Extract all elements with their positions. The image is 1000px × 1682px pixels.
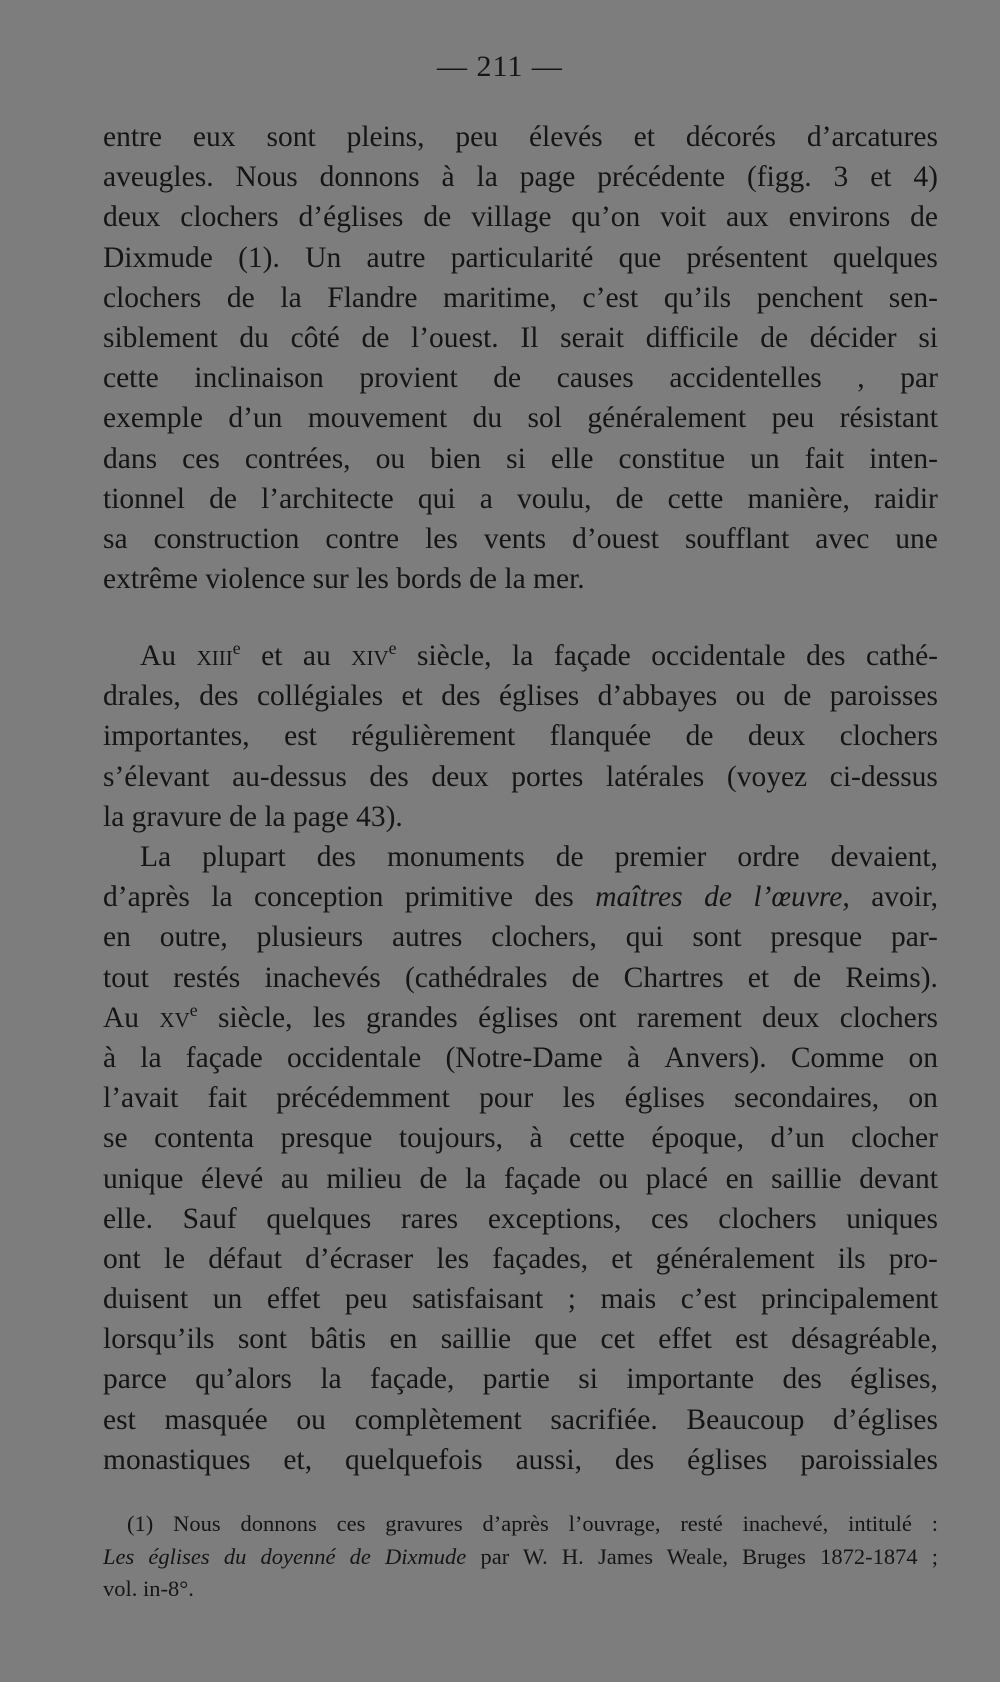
superscript-e: e bbox=[388, 638, 397, 659]
paragraph-3-line: lorsqu’ils sont bâtis en saillie que cet effet est désagréable, bbox=[103, 1323, 938, 1356]
paragraph-1-line: exemple d’un mouvement du sol généralement peu résistant bbox=[103, 402, 938, 435]
paragraph-3-line-4: tout restés inachevés (cathédrales de Chartres et de Reims). bbox=[103, 961, 938, 994]
paragraph-2-line: la gravure de la page 43). bbox=[103, 800, 403, 833]
footnote-line-3: vol. in-8°. bbox=[103, 1576, 194, 1601]
paragraph-2-line-1: Au xiii$^e$ et au xiv$^e$ siècle, la façade occidentale des cathé- bbox=[140, 638, 938, 672]
paragraph-1-line: extrême violence sur les bords de la mer. bbox=[103, 563, 585, 596]
paragraph-3-line: l’avait fait précédemment pour les églises secondaires, on bbox=[103, 1082, 938, 1115]
paragraph-1-line: aveugles. Nous donnons à la page précédente (figg. 3 et 4) bbox=[103, 161, 938, 194]
italic-phrase: maîtres de l’œuvre, bbox=[595, 881, 850, 914]
footnote bbox=[103, 1508, 938, 1606]
paragraph-3-lines bbox=[103, 1038, 938, 1480]
paragraph-3-line: est masquée ou complètement sacrifiée. Beaucoup d’églises bbox=[103, 1403, 938, 1436]
paragraph-3-line-5: Au $xv^e$ siècle, les grandes églises ont rarement deux clochers bbox=[103, 999, 938, 1034]
paragraph-3-line: parce qu’alors la façade, partie si importante des églises, bbox=[103, 1363, 938, 1396]
paragraph-3-line: elle. Sauf quelques rares exceptions, ces clochers uniques bbox=[103, 1202, 938, 1235]
paragraph-3-line: à la façade occidentale (Notre-Dame à Anvers). Comme on bbox=[103, 1041, 938, 1074]
century-xv: xv bbox=[159, 1001, 190, 1034]
footnote-line-1: (1) Nous donnons ces gravures d’après l’ouvrage, resté inachevé, intitulé : bbox=[127, 1511, 938, 1536]
paragraph-3-line-2: d’après la conception primitive des maîtres de l’œuvre, avoir, bbox=[103, 881, 938, 914]
paragraph-1-line: deux clochers d’églises de village qu’on voit aux environs de bbox=[103, 201, 938, 234]
paragraph-1-line: siblement du côté de l’ouest. Il serait difficile de décider si bbox=[103, 321, 938, 354]
paragraph-1 bbox=[103, 117, 938, 599]
paragraph-3-line-1: La plupart des monuments de premier ordre devaient, bbox=[140, 841, 938, 873]
superscript-e: e bbox=[189, 999, 198, 1020]
paragraph-3-line: duisent un effet peu satisfaisant ; mais c’est principalement bbox=[103, 1283, 938, 1316]
paragraph-3-line: unique élevé au milieu de la façade ou placé en saillie devant bbox=[103, 1162, 938, 1195]
paragraph-3-line: se contenta presque toujours, à cette époque, d’un clocher bbox=[103, 1122, 938, 1155]
page-number: — 211 — bbox=[437, 50, 563, 83]
paragraph-1-line: tionnel de l’architecte qui a voulu, de cette manière, raidir bbox=[103, 482, 938, 515]
paragraph-1-line: Dixmude (1). Un autre particularité que présentent quelques bbox=[103, 241, 938, 274]
superscript-e: e bbox=[232, 638, 241, 659]
paragraph-2-line: s’élevant au-dessus des deux portes latérales (voyez ci-dessus bbox=[103, 760, 938, 793]
century-xiii: xiii bbox=[196, 640, 233, 672]
paragraph-1-line: clochers de la Flandre maritime, c’est qu’ils penchent sen- bbox=[103, 281, 938, 314]
paragraph-2-line: importantes, est régulièrement flanquée de deux clochers bbox=[103, 720, 938, 753]
footnote-title: Les églises du doyenné de Dixmude bbox=[103, 1543, 467, 1569]
footnote-line-2: Les églises du doyenné de Dixmude par W. H. James Weale, Bruges 1872-1874 ; bbox=[103, 1543, 938, 1569]
paragraph-3 bbox=[103, 837, 938, 1480]
paragraph-1-line: entre eux sont pleins, peu élevés et décorés d’arcatures bbox=[103, 121, 938, 153]
paragraph-1-line: dans ces contrées, ou bien si elle constitue un fait inten- bbox=[103, 442, 938, 475]
paragraph-1-line: sa construction contre les vents d’ouest soufflant avec une bbox=[103, 522, 938, 555]
paragraph-3-line: monastiques et, quelquefois aussi, des églises paroissiales bbox=[103, 1443, 938, 1476]
paragraph-2-line: drales, des collégiales et des églises d’abbayes ou de paroisses bbox=[103, 680, 938, 713]
paragraph-2-lines bbox=[103, 676, 938, 837]
paragraph-2 bbox=[103, 636, 938, 837]
paragraph-3-line-3: en outre, plusieurs autres clochers, qui sont presque par- bbox=[103, 921, 938, 954]
century-xiv: xiv bbox=[351, 640, 389, 672]
paragraph-3-line: ont le défaut d’écraser les façades, et généralement ils pro- bbox=[103, 1242, 938, 1275]
paragraph-1-line: cette inclinaison provient de causes accidentelles , par bbox=[103, 362, 938, 395]
